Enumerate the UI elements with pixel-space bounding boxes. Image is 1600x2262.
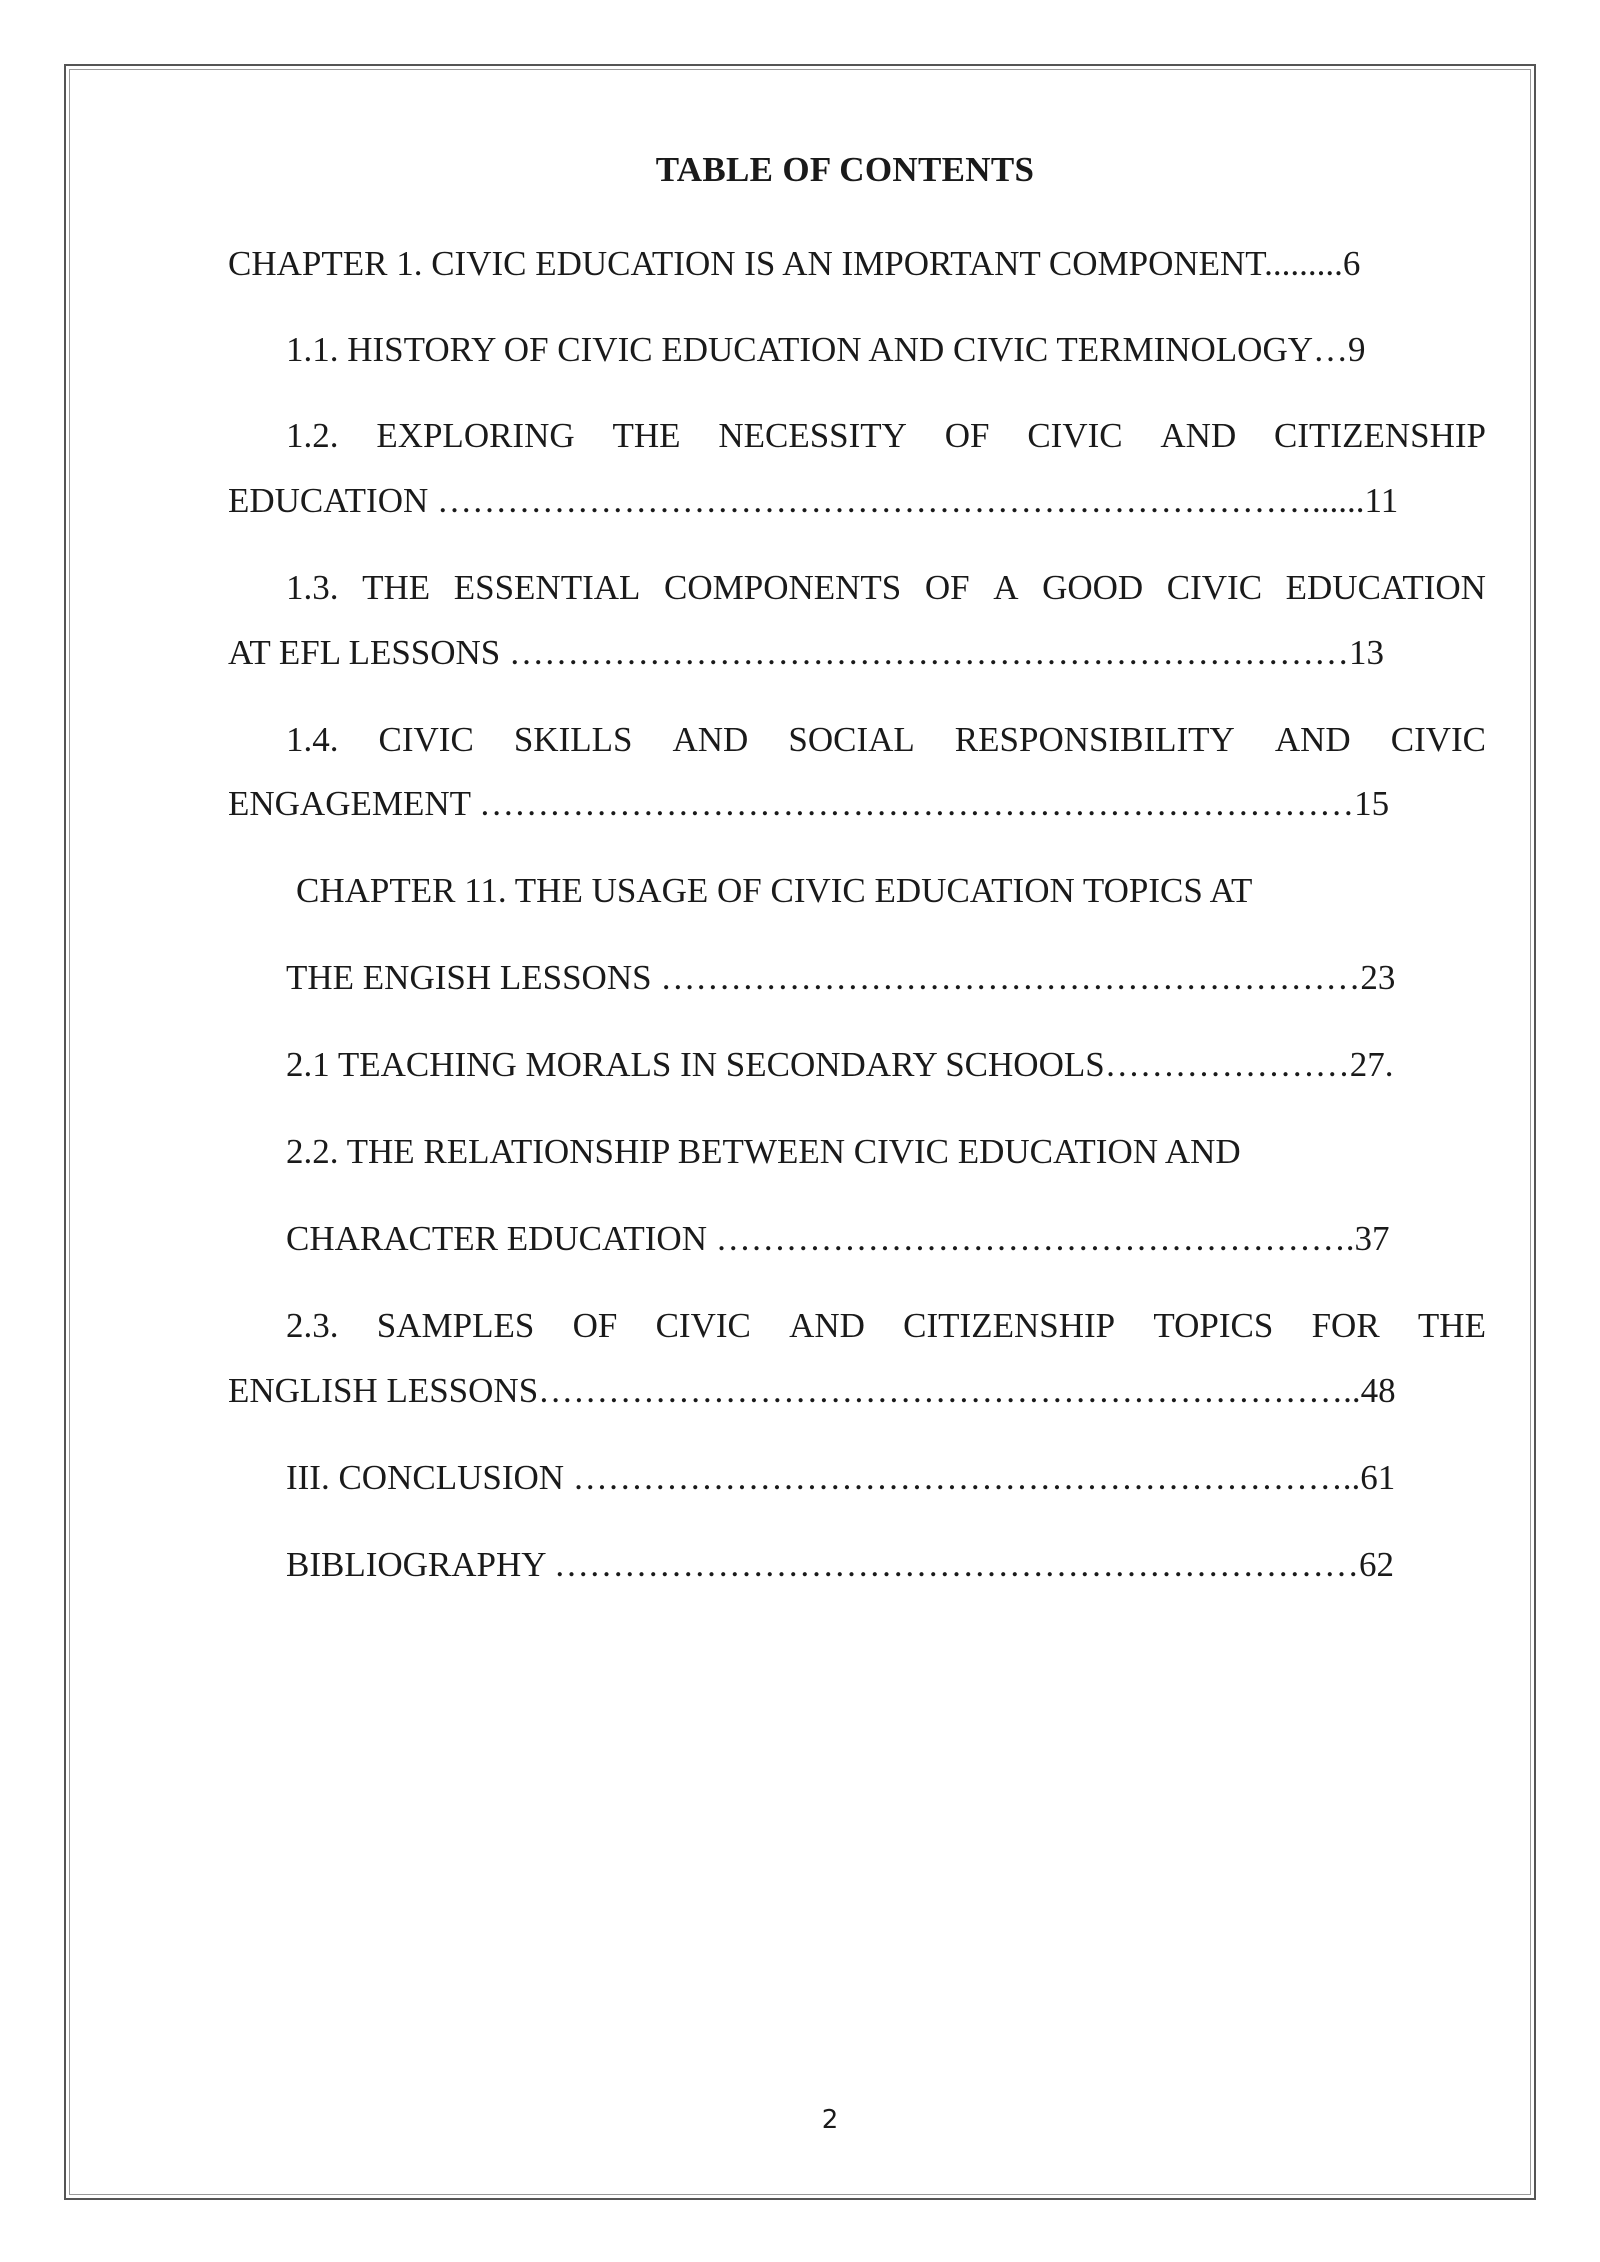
- toc-word: RESPONSIBILITY: [954, 720, 1235, 759]
- toc-word: SAMPLES: [376, 1306, 535, 1345]
- toc-word: EDUCATION: [1285, 568, 1486, 607]
- toc-entry-section-2-2-line2: CHARACTER EDUCATION ……………………………………………….37: [286, 1219, 1390, 1258]
- toc-word: OF: [572, 1306, 618, 1345]
- toc-word: NECESSITY: [718, 416, 907, 455]
- toc-word: EXPLORING: [376, 416, 575, 455]
- toc-entry-section-1-2-line2: EDUCATION …………………………………………………………………......11: [228, 481, 1399, 520]
- toc-entry-section-2-3-line2: ENGLISH LESSONS……………………………………………………………..48: [228, 1371, 1396, 1410]
- toc-entry-section-1-2-line1: [286, 416, 1486, 456]
- toc-word: 1.2.: [286, 416, 339, 455]
- toc-word: 2.3.: [286, 1306, 339, 1345]
- toc-word: THE: [362, 568, 431, 607]
- toc-word: OF: [924, 568, 970, 607]
- toc-entry-section-1-3-line2: AT EFL LESSONS ………………………………………………………………13: [228, 633, 1385, 672]
- toc-word: AND: [789, 1306, 865, 1345]
- toc-entry-chapter-2-line2: THE ENGISH LESSONS ……………………………………………………23: [286, 958, 1396, 997]
- toc-word: TOPICS: [1153, 1306, 1274, 1345]
- toc-word: ESSENTIAL: [453, 568, 641, 607]
- toc-entry-section-2-2-line1: 2.2. THE RELATIONSHIP BETWEEN CIVIC EDUCATION AND: [286, 1132, 1241, 1171]
- toc-word: CIVIC: [1166, 568, 1263, 607]
- toc-word: THE: [1417, 1306, 1486, 1345]
- toc-entry-section-1-4-line1: [286, 720, 1486, 760]
- toc-entry-section-2-1: 2.1 TEACHING MORALS IN SECONDARY SCHOOLS…………………27.: [286, 1045, 1394, 1084]
- toc-word: SKILLS: [513, 720, 633, 759]
- page-title: TABLE OF CONTENTS: [655, 150, 1035, 189]
- toc-word: 1.4.: [286, 720, 339, 759]
- toc-word: 1.3.: [286, 568, 339, 607]
- toc-word: SOCIAL: [788, 720, 915, 759]
- toc-entry-conclusion: III. CONCLUSION …………………………………………………………..61: [286, 1458, 1396, 1497]
- toc-entry-chapter-2-line1: CHAPTER 11. THE USAGE OF CIVIC EDUCATION TOPICS AT: [296, 871, 1253, 910]
- toc-word: CITIZENSHIP: [903, 1306, 1116, 1345]
- toc-entry-section-1-3-line1: [286, 568, 1486, 608]
- toc-word: AND: [1160, 416, 1237, 455]
- toc-entry-chapter-1: CHAPTER 1. CIVIC EDUCATION IS AN IMPORTANT COMPONENT.........6: [228, 244, 1361, 283]
- page-number: 2: [821, 2105, 839, 2135]
- toc-word: COMPONENTS: [663, 568, 902, 607]
- toc-word: CIVIC: [378, 720, 474, 759]
- toc-word: FOR: [1311, 1306, 1380, 1345]
- toc-entry-section-2-3-line1: [286, 1306, 1486, 1346]
- toc-entry-section-1-4-line2: ENGAGEMENT …………………………………………………………………15: [228, 784, 1390, 823]
- toc-word: CIVIC: [655, 1306, 751, 1345]
- toc-word: A: [993, 568, 1019, 607]
- toc-entry-section-1-1: 1.1. HISTORY OF CIVIC EDUCATION AND CIVIC TERMINOLOGY…9: [286, 330, 1366, 369]
- toc-word: GOOD: [1042, 568, 1144, 607]
- toc-entry-bibliography: BIBLIOGRAPHY ……………………………………………………………62: [286, 1545, 1395, 1584]
- toc-word: CITIZENSHIP: [1274, 416, 1486, 455]
- toc-word: AND: [1274, 720, 1351, 759]
- toc-word: THE: [612, 416, 681, 455]
- toc-word: CIVIC: [1390, 720, 1486, 759]
- toc-word: CIVIC: [1027, 416, 1123, 455]
- toc-word: OF: [944, 416, 990, 455]
- toc-word: AND: [672, 720, 749, 759]
